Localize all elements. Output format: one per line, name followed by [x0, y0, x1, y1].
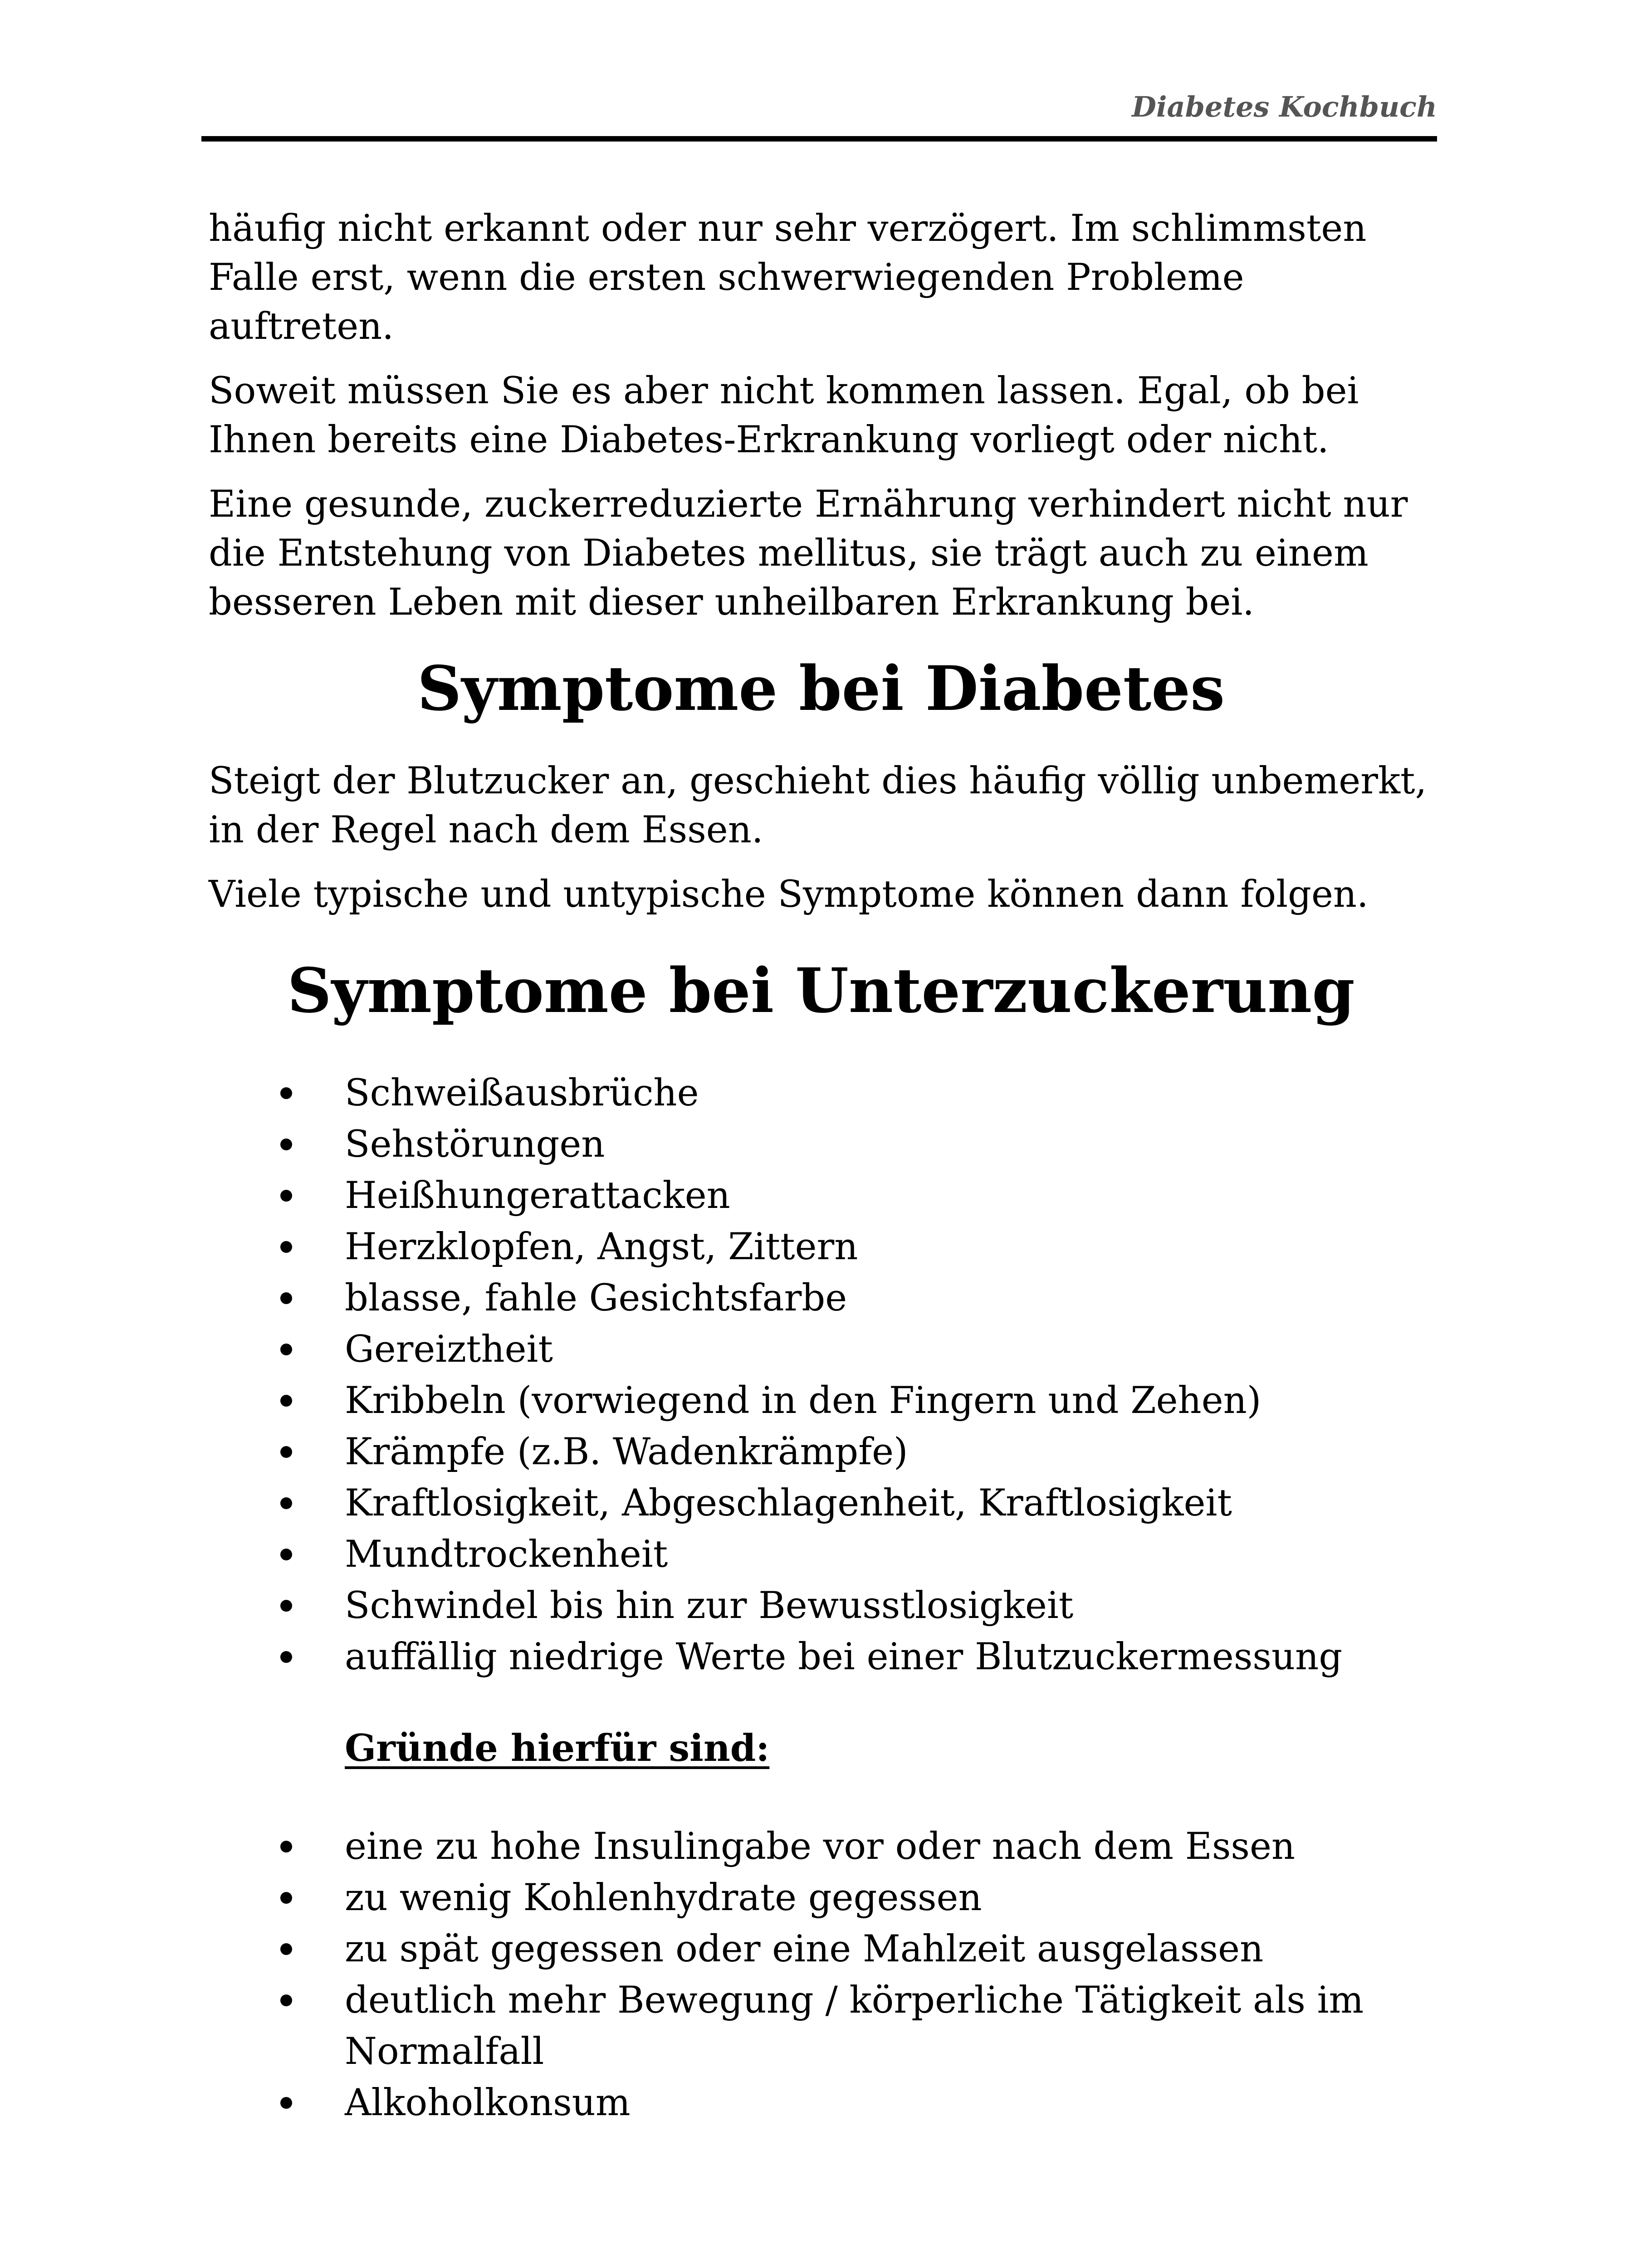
bullet-icon: [280, 1139, 292, 1150]
reason-text: deutlich mehr Bewegung / körperliche Tätigkeit als im Normalfall: [345, 1979, 1364, 2073]
intro-paragraph: häufig nicht erkannt oder nur sehr verzögert. Im schlimmsten Falle erst, wenn die ersten schwerwiegenden Probleme auftreten.: [209, 207, 1367, 348]
bullet-icon: [280, 1549, 292, 1560]
symptom-text: Krämpfe (z.B. Wadenkrämpfe): [345, 1431, 908, 1473]
symptom-text: blasse, fahle Gesichtsfarbe: [345, 1277, 847, 1320]
symptom-list-item: [209, 1427, 1433, 1478]
symptom-list-item: [209, 1478, 1433, 1529]
bullet-icon: [280, 1446, 292, 1458]
bullet-icon: [280, 1994, 292, 2006]
bullet-icon: [280, 1651, 292, 1663]
bullet-icon: [280, 1841, 292, 1853]
symptom-text: Kraftlosigkeit, Abgeschlagenheit, Kraftlosigkeit: [345, 1482, 1232, 1525]
symptom-list-item: [209, 1375, 1433, 1427]
bullet-icon: [280, 1292, 292, 1304]
symptom-text: Mundtrockenheit: [345, 1533, 668, 1576]
symptom-text: Herzklopfen, Angst, Zittern: [345, 1226, 858, 1268]
bullet-icon: [280, 1241, 292, 1253]
bullet-icon: [280, 1943, 292, 1955]
diabetes-paragraph: Steigt der Blutzucker an, geschieht dies häufig völlig unbemerkt, in der Regel nach dem Essen.: [209, 760, 1427, 851]
bullet-icon: [280, 1087, 292, 1099]
section-heading-diabetes: Symptome bei Diabetes: [417, 652, 1225, 724]
reason-text: zu spät gegessen oder eine Mahlzeit ausgelassen: [345, 1928, 1264, 1970]
symptom-text: Schwindel bis hin zur Bewusstlosigkeit: [345, 1584, 1074, 1627]
symptom-text: auffällig niedrige Werte bei einer Blutzuckermessung: [345, 1636, 1343, 1678]
bullet-icon: [280, 1892, 292, 1904]
symptom-list-item: [209, 1529, 1433, 1580]
symptom-list-item: [209, 1119, 1433, 1170]
reason-text: eine zu hohe Insulingabe vor oder nach dem Essen: [345, 1825, 1296, 1868]
diabetes-paragraph: Viele typische und untypische Symptome können dann folgen.: [209, 873, 1369, 916]
symptom-list-item: [209, 1324, 1433, 1375]
reasons-title: Gründe hierfür sind:: [345, 1727, 770, 1770]
bullet-icon: [280, 1190, 292, 1202]
symptom-list-item: [209, 1170, 1433, 1222]
intro-paragraph: Soweit müssen Sie es aber nicht kommen lassen. Egal, ob bei Ihnen bereits eine Diabetes-Erkrankung vorliegt oder nicht.: [209, 370, 1359, 461]
symptom-list-item: [209, 1273, 1433, 1324]
reason-list-item: [209, 1872, 1433, 1924]
reason-text: Alkoholkonsum: [345, 2082, 631, 2124]
reason-list-item: [209, 1924, 1433, 1975]
reason-list-item: [209, 2077, 1433, 2129]
page-content: [209, 204, 1433, 2129]
symptom-list-item: [209, 1580, 1433, 1632]
symptom-list-item: [209, 1068, 1433, 1119]
bullet-icon: [280, 1497, 292, 1509]
section-heading-unterzuckerung: Symptome bei Unterzuckerung: [287, 954, 1355, 1026]
symptom-text: Heißhungerattacken: [345, 1174, 730, 1217]
reason-list-item: [209, 1975, 1433, 2077]
symptom-list: [209, 1068, 1433, 1683]
header-rule: [201, 136, 1437, 142]
bullet-icon: [280, 2097, 292, 2109]
reason-list: [209, 1821, 1433, 2129]
bullet-icon: [280, 1395, 292, 1407]
symptom-text: Schweißausbrüche: [345, 1072, 699, 1114]
running-header-title: Diabetes Kochbuch: [1132, 90, 1437, 123]
symptom-text: Sehstörungen: [345, 1123, 605, 1166]
bullet-icon: [280, 1600, 292, 1612]
reason-list-item: [209, 1821, 1433, 1872]
bullet-icon: [280, 1344, 292, 1355]
symptom-list-item: [209, 1222, 1433, 1273]
symptom-list-item: [209, 1632, 1433, 1683]
intro-paragraph: Eine gesunde, zuckerreduzierte Ernährung verhindert nicht nur die Entstehung von Diabetes mellitus, sie trägt auch zu einem besseren Leben mit dieser unheilbaren Erkrankung bei.: [209, 483, 1408, 624]
symptom-text: Gereiztheit: [345, 1328, 553, 1371]
reason-text: zu wenig Kohlenhydrate gegessen: [345, 1877, 982, 1919]
symptom-text: Kribbeln (vorwiegend in den Fingern und Zehen): [345, 1379, 1261, 1422]
